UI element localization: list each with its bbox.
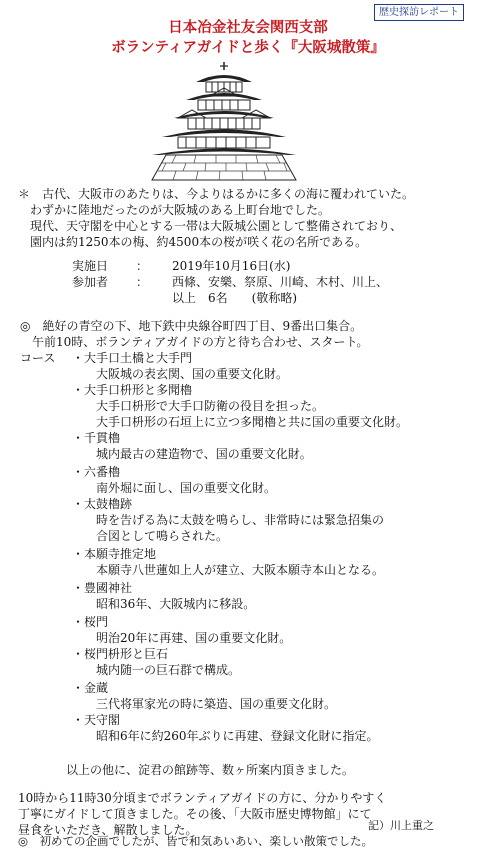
date-value: 2019年10月16日(水): [172, 259, 291, 273]
participants-names: 西條、安樂、祭原、川崎、木村、川上、: [172, 275, 389, 289]
date-label: 実施日: [72, 259, 109, 273]
date-separator: ：: [136, 259, 149, 273]
report-title-line2: ボランティアガイドと歩く『大阪城散策』: [111, 39, 385, 56]
course-label: コース: [20, 351, 56, 365]
intro-line: 現代、天守閣を中心とする一帯は大阪城公園として整備されており、: [18, 219, 403, 233]
course-stop-desc: 明治20年に再建、国の重要文化財。: [96, 631, 292, 645]
course-stop-name: ・桜門枡形と巨石: [72, 647, 169, 661]
course-stop-name: ・千貫櫓: [72, 431, 121, 445]
course-stop-name: ・天守閣: [72, 713, 121, 727]
course-stop-name: ・金蔵: [72, 681, 109, 695]
course-stop-desc: 昭和36年、大阪城内に移設。: [96, 597, 256, 611]
summary-text: 以上の他に、淀君の館跡等、数ヶ所案内頂きました。: [66, 763, 355, 777]
course-stop-desc: 城内最古の建造物で、国の重要文化財。: [96, 447, 312, 461]
course-stop-desc: 昭和6年に約260年ぶりに再建、登録文化財に指定。: [96, 729, 379, 743]
closing-line: 丁寧にガイドして頂きました。その後、「大阪市歴史博物館」にて: [18, 807, 372, 821]
course-stop-desc: 時を告げる為に太鼓を鳴らし、非常時には緊急招集の: [96, 513, 385, 527]
report-title-line1: 日本冶金社友会関西支部: [168, 19, 328, 36]
course-stop-desc: 三代将軍家光の時に築造、国の重要文化財。: [96, 697, 337, 711]
course-stop-desc: 大手口枡形で大手口防衛の役目を担った。: [96, 399, 325, 413]
course-stop-desc: 本願寺八世蓮如上人が建立、大阪本願寺本山となる。: [96, 563, 385, 577]
participants-count: 以上 6名 (敬称略): [172, 291, 297, 305]
closing-line: ◎ 初めての企画でしたが、皆で和気あいあい、楽しい散策でした。: [18, 834, 374, 848]
intro-line: ＊ 古代、大阪市のあたりは、今よりはるかに多くの海に覆われていた。: [18, 187, 415, 201]
signature: 記）川上重之: [368, 819, 434, 832]
course-stop-name: ・桜門: [72, 615, 109, 629]
course-stop-desc: 合図として鳴らされた。: [96, 529, 229, 543]
course-stop-desc: 南外堀に面し、国の重要文化財。: [96, 481, 277, 495]
closing-line: 10時から11時30分頃までボランティアガイドの方に、分かりやすく: [18, 791, 387, 805]
course-stop-name: ・大手口枡形と多聞櫓: [72, 383, 193, 397]
course-stop-desc: 大阪城の表玄関、国の重要文化財。: [96, 367, 289, 381]
participants-separator: ：: [136, 275, 149, 289]
course-stop-name: ・太鼓櫓跡: [72, 497, 133, 511]
participants-label: 参加者: [72, 275, 109, 289]
meeting-line: ◎ 絶好の青空の下、地下鉄中央線谷町四丁目、9番出口集合。: [20, 319, 363, 333]
report-category-tag: 歴史探訪レポート: [374, 4, 464, 21]
course-stop-name: ・大手口土橋と大手門: [72, 351, 193, 365]
intro-line: 園内は約1250本の梅、約4500本の桜が咲く花の名所である。: [18, 235, 368, 249]
course-stop-name: ・六番櫓: [72, 465, 121, 479]
meeting-line: 午前10時、ボランティアガイドの方と待ち合わせ、スタート。: [20, 335, 369, 349]
intro-line: わずかに陸地だったのが大阪城のある上町台地でした。: [18, 203, 331, 217]
course-stop-desc: 城内随一の巨石群で構成。: [96, 663, 241, 677]
course-stop-name: ・豊國神社: [72, 581, 133, 595]
course-stop-name: ・本願寺推定地: [72, 547, 157, 561]
course-stop-desc: 大手口枡形の石垣上に立つ多聞櫓と共に国の重要文化財。: [96, 415, 409, 429]
closing-line: 昼食をいただき、解散しました。: [18, 823, 198, 837]
osaka-castle-illustration: [136, 60, 316, 182]
